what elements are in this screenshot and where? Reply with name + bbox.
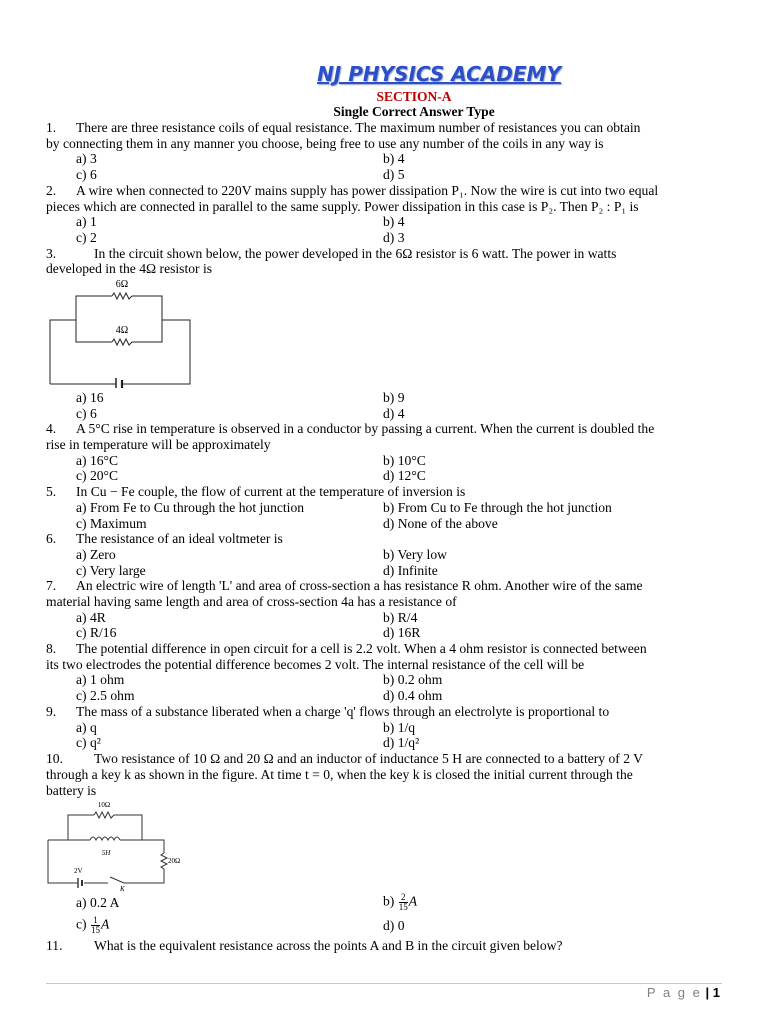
academy-title: NJ PHYSICS ACADEMY xyxy=(317,62,561,86)
option-d: d) 3 xyxy=(383,230,405,245)
option-c: c) R/16 xyxy=(76,625,117,640)
footer-divider xyxy=(46,983,722,984)
option-d: d) 0.4 ohm xyxy=(383,688,443,703)
option-d: d) 16R xyxy=(383,625,421,640)
option-a: a) 0.2 A xyxy=(76,895,120,910)
battery-label: 2V xyxy=(74,867,83,875)
option-a: a) 1 xyxy=(76,214,97,229)
option-a: a) 1 ohm xyxy=(76,672,125,687)
question-text: In the circuit shown below, the power developed in the 6Ω resistor is 6 watt. The power in watts xyxy=(94,246,617,261)
option-a: a) 4R xyxy=(76,610,106,625)
option-d: d) 1/q² xyxy=(383,735,420,750)
question-number: 11. xyxy=(46,938,63,953)
option-a: a) Zero xyxy=(76,547,116,562)
question-text: The mass of a substance liberated when a charge 'q' flows through an electrolyte is proportional to xyxy=(76,704,610,719)
option-a: a) q xyxy=(76,720,97,735)
section-subtitle: Single Correct Answer Type xyxy=(333,104,495,119)
question-number: 10. xyxy=(46,751,63,766)
option-c: c) $\frac{1}{15}$ A xyxy=(76,915,110,935)
question-number: 8. xyxy=(46,641,57,656)
option-a: a) 16 xyxy=(76,390,104,405)
question-number: 6. xyxy=(46,531,57,546)
option-b: b) 9 xyxy=(383,390,405,405)
question-text: There are three resistance coils of equal resistance. The maximum number of resistances you can obtain xyxy=(76,120,641,135)
option-d: d) Infinite xyxy=(383,563,438,578)
option-d: d) 0 xyxy=(383,918,405,933)
question-text: The resistance of an ideal voltmeter is xyxy=(76,531,283,546)
option-c: c) 20°C xyxy=(76,468,119,483)
option-b: b) 1/q xyxy=(383,720,416,735)
question-text: Two resistance of 10 Ω and 20 Ω and an inductor of inductance 5 H are connected to a battery of 2 V xyxy=(94,751,643,766)
option-c: c) 2 xyxy=(76,230,97,245)
option-d: d) None of the above xyxy=(383,516,498,531)
option-b: b) From Cu to Fe through the hot junction xyxy=(383,500,612,515)
question-text-cont: pieces which are connected in parallel to the same supply. Power dissipation in this case is P₂. Then P₂ : P₁ is xyxy=(46,199,639,214)
option-c: c) 6 xyxy=(76,406,97,421)
question-text-cont: by connecting them in any manner you choose, being free to use any number of the coils in any way is xyxy=(46,136,604,151)
option-c: c) Maximum xyxy=(76,516,147,531)
question-text-cont: its two electrodes the potential difference becomes 2 volt. The internal resistance of the cell will be xyxy=(46,657,585,672)
option-b: b) 0.2 ohm xyxy=(383,672,443,687)
page-footer xyxy=(647,985,720,1000)
option-c: c) q² xyxy=(76,735,101,750)
option-b: b) 4 xyxy=(383,214,405,229)
option-c: c) 6 xyxy=(76,167,97,182)
option-b: b) 4 xyxy=(383,151,405,166)
question-text-cont: material having same length and area of cross-section 4a has a resistance of xyxy=(46,594,457,609)
question-text: In Cu − Fe couple, the flow of current at the temperature of inversion is xyxy=(76,484,466,499)
circuit-diagram-q3 xyxy=(46,276,196,388)
option-a: a) From Fe to Cu through the hot junction xyxy=(76,500,305,515)
question-number: 3. xyxy=(46,246,57,261)
resistor-label-4: 4Ω xyxy=(115,325,129,336)
circuit-diagram-q10 xyxy=(44,797,184,892)
question-text: A wire when connected to 220V mains supply has power dissipation P₁. Now the wire is cut into two equal xyxy=(76,183,659,198)
question-text: What is the equivalent resistance across the points A and B in the circuit given below? xyxy=(94,938,563,953)
key-label: K xyxy=(120,885,125,892)
option-b: b) R/4 xyxy=(383,610,418,625)
option-c: c) 2.5 ohm xyxy=(76,688,135,703)
inductor-label: 5H xyxy=(101,849,111,857)
question-number: 5. xyxy=(46,484,57,499)
question-number: 1. xyxy=(46,120,57,135)
question-number: 9. xyxy=(46,704,57,719)
question-number: 4. xyxy=(46,421,57,436)
option-b: b) Very low xyxy=(383,547,447,562)
resistor-label-10: 10Ω xyxy=(97,801,111,809)
option-c: c) Very large xyxy=(76,563,146,578)
question-text: The potential difference in open circuit for a cell is 2.2 volt. When a 4 ohm resistor is connected between xyxy=(76,641,647,656)
page-number: 1 xyxy=(712,985,720,1000)
page-word: P a g e xyxy=(646,985,702,1000)
question-text: An electric wire of length 'L' and area of cross-section a has resistance R ohm. Another wire of the same xyxy=(76,578,643,593)
page-separator: | xyxy=(705,985,710,1000)
option-b: b) $\frac{2}{15}$ A xyxy=(383,892,418,912)
resistor-label-20: 20Ω xyxy=(168,857,181,865)
option-a: a) 3 xyxy=(76,151,97,166)
question-text-cont: rise in temperature will be approximately xyxy=(46,437,271,452)
question-number: 7. xyxy=(46,578,57,593)
resistor-label-6: 6Ω xyxy=(115,279,129,290)
question-text: A 5°C rise in temperature is observed in a conductor by passing a current. When the current is doubled the xyxy=(76,421,655,436)
question-text-cont: through a key k as shown in the figure. At time t = 0, when the key k is closed the initial current through the xyxy=(46,767,633,782)
question-text-cont: developed in the 4Ω resistor is xyxy=(46,261,213,276)
option-a: a) 16°C xyxy=(76,453,119,468)
option-d: d) 5 xyxy=(383,167,405,182)
option-d: d) 4 xyxy=(383,406,405,421)
option-d: d) 12°C xyxy=(383,468,426,483)
section-heading: SECTION-A xyxy=(376,89,452,104)
question-number: 2. xyxy=(46,183,57,198)
question-text-cont: battery is xyxy=(46,783,97,798)
option-b: b) 10°C xyxy=(383,453,426,468)
